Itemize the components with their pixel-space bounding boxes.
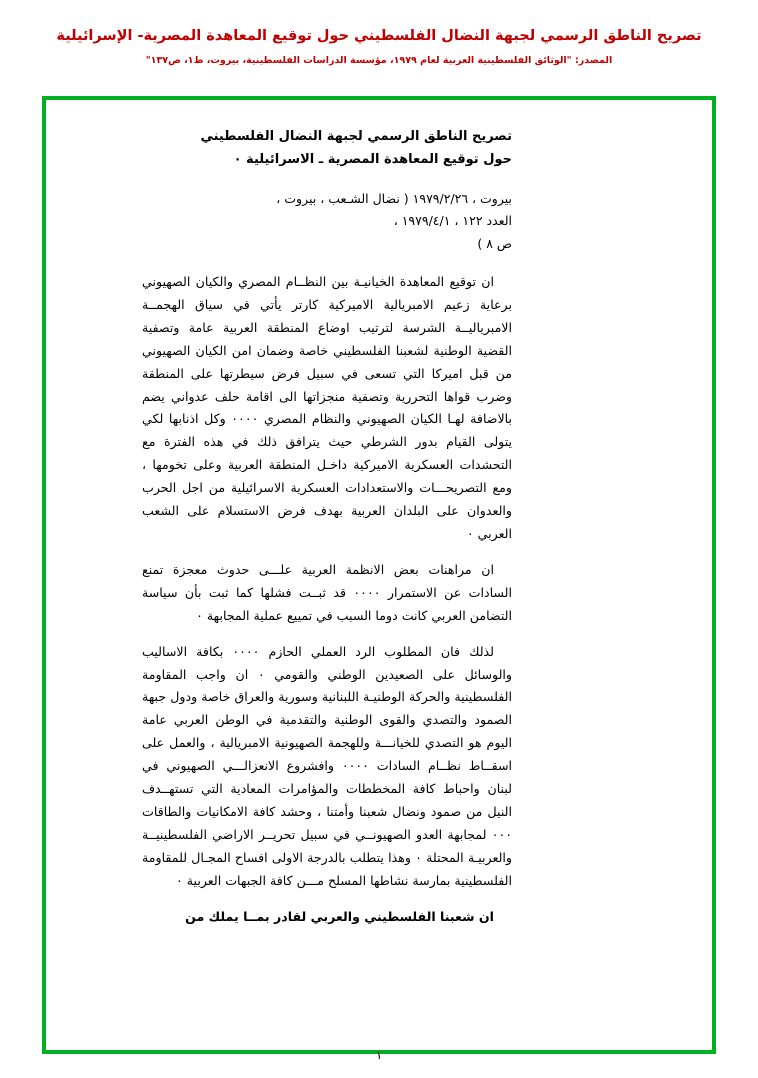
scan-heading-line-2: حول توقيع المعاهدة المصرية ـ الاسرائيلية ٠ xyxy=(233,151,512,167)
meta-line-2: العدد ١٢٢ ، ١٩٧٩/٤/١ ، xyxy=(393,213,512,228)
meta-line-3: ص ٨ ) xyxy=(477,235,512,251)
scan-heading xyxy=(142,126,512,172)
body-paragraph: ان توقيع المعاهدة الخيانيـة بين النظــام المصري والكيان الصهيوني برعاية زعيم الامبريالية الاميركية كارتر يأتي في سياق الهجمــة الامبرياليــة الشرسة لترتيب اوضاع المنطقة العربية عامة وتصفية القضية الوطنية لشعبنا الفلسطيني خاصة وضمان امن الكيان الصهيوني من قبل اميركا التي تسعى في سبيل فرض سيطرتها على المنطقة وضرب قواها التحررية وتصفية منجزاتها الى اقامة حلف عدواني يضم بالاضافة لهـا الكيان الصهيوني والنظام المصري ٠٠٠٠ وكل اذنابها لكي يتولى القيام بدور الشرطي حيث يترافق ذلك في هذه الفترة مع التحشدات العسكرية الاميركية داخـل المنطقة العربية وعلى تخومها ، ومع التصريحـــات والاستعدادات العسكرية الاسرائيلية من اجل الحرب والعدوان على البلدان العربية بهدف فرض الاستسلام على الشعب العربي ٠ xyxy=(142,274,513,541)
scan-meta-block xyxy=(142,188,512,256)
meta-line-1: بيروت ، ١٩٧٩/٢/٢٦ ( نضال الشـعب ، بيروت ، xyxy=(276,190,512,206)
green-border-frame xyxy=(42,96,716,1054)
closing-paragraph: ان شعبنا الفلسطيني والعربي لقادر بمــا يملك من xyxy=(185,908,494,924)
page-header xyxy=(0,0,758,66)
scanned-page-content xyxy=(46,100,712,1050)
body-paragraph: لذلك فان المطلوب الرد العملي الحازم ٠٠٠٠ بكافة الاساليب والوسائل على الصعيدين الوطني والقومي ٠ ان واجب المقاومة الفلسطينية والحركة الوطنيـة اللبنانية وسورية والعراق خاصة ودول جبهة الصمود والتصدي والقوى الوطنية والتقدمية في الوطن العربي عامة اليوم هو التصدي للخيانـــة وللهجمة الصهيونية الامبريالية ، والعمل على اسقــاط نظــام السادات ٠٠٠٠ وافشروع الانعزالـــي الصهيوني في لبنان واحباط كافة المخططات والمؤامرات المعادية التي تستهــدف النيل من صمود ونضال شعبنا وأمتنا ، وحشد كافة الامكانيات والطاقات ٠٠٠ لمجابهة العدو الصهيونــي في سبيل تحريــر الاراضي الفلسطينيــة والعربيـة المحتلة ٠ وهذا يتطلب بالدرجة الاولى افساح المجـال للمقاومة الفلسطينية بمارسة نشاطها المسلح مـــن كافة الجبهات العربية ٠ xyxy=(142,643,513,888)
document-source-citation: المصدر: "الوثائق الفلسطينية العربية لعام ١٩٧٩، مؤسسة الدراسات الفلسطينية، بيروت، ط١، ص١٣٧" xyxy=(145,55,613,67)
page-number: ١ xyxy=(375,1048,383,1062)
document-title: تصريح الناطق الرسمي لجبهة النضال الفلسطيني حول توقيع المعاهدة المصرية- الإسرائيلية xyxy=(56,28,702,44)
scan-heading-line-1: تصريح الناطق الرسمي لجبهة النضال الفلسطيني xyxy=(200,129,512,144)
body-paragraph: ان مراهنات بعض الانظمة العربية علـــى حدوث معجزة تمنع السادات عن الاستمرار ٠٠٠٠ قد ثبــت فشلها كما ثبت بأن سياسة التضامن العربي كانت دوما السبب في تمييع عملية المجابهة ٠ xyxy=(142,561,513,623)
arabic-text-column xyxy=(142,126,512,928)
